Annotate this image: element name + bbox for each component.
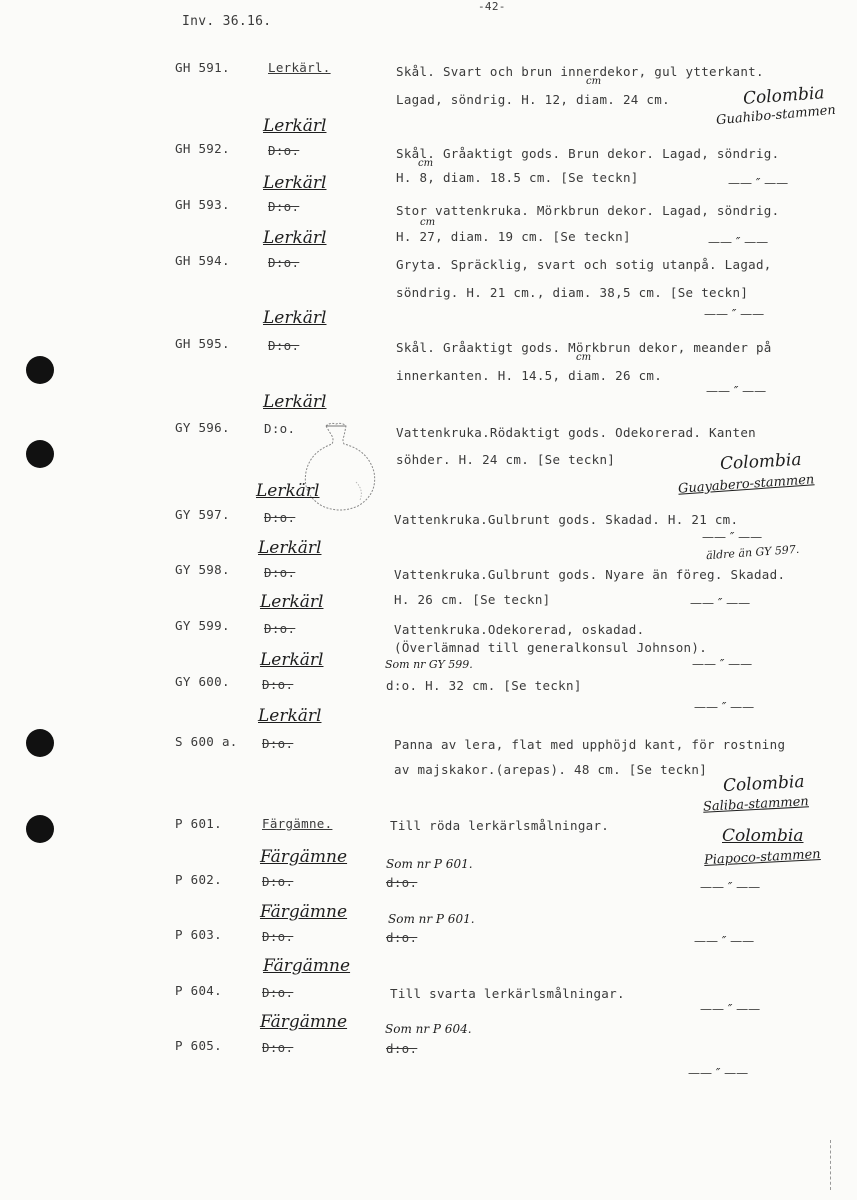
entry-description: Lagad, söndrig. H. 12, diam. 24 cm. — [396, 92, 670, 107]
entry-description: Vattenkruka.Odekorerad, oskadad. — [394, 622, 645, 637]
handwritten-note: äldre än GY 597. — [705, 542, 800, 563]
handwritten-country: Colombia — [722, 826, 804, 846]
ditto-mark: —— ″ —— — [688, 1066, 749, 1080]
ditto-mark: —— ″ —— — [692, 657, 753, 671]
handwritten-cm: cm — [576, 352, 592, 363]
entry-description: H. 26 cm. [Se teckn] — [394, 592, 551, 607]
ditto-mark: —— ″ —— — [694, 934, 755, 948]
handwritten-note: Som nr P 601. — [388, 912, 475, 926]
entry-type: D:o. — [264, 421, 296, 436]
entry-number: GH 592. — [175, 141, 230, 156]
entry-number: GH 591. — [175, 60, 230, 75]
entry-number: GH 595. — [175, 336, 230, 351]
entry-description: d:o. — [386, 930, 418, 945]
entry-type: Färgämne. — [262, 816, 333, 831]
punch-hole — [26, 440, 54, 468]
entry-type: D:o. — [268, 255, 300, 270]
entry-description: Skål. Gråaktigt gods. Brun dekor. Lagad, söndrig. — [396, 146, 780, 161]
entry-type: D:o. — [268, 338, 300, 353]
ditto-mark: —— ″ —— — [700, 1002, 761, 1016]
entry-description: d:o. H. 32 cm. [Se teckn] — [386, 678, 582, 693]
entry-description: av majskakor.(arepas). 48 cm. [Se teckn] — [394, 762, 708, 777]
handwritten-country: Colombia — [742, 83, 826, 109]
handwritten-tribe: Saliba-stammen — [702, 794, 810, 815]
entry-description: Till svarta lerkärlsmålningar. — [390, 986, 625, 1001]
handwritten-type: Färgämne — [260, 847, 348, 867]
handwritten-type: Färgämne — [260, 902, 348, 922]
entry-type: D:o. — [262, 677, 294, 692]
handwritten-type: Lerkärl — [263, 308, 327, 328]
entry-description: innerkanten. H. 14.5, diam. 26 cm. — [396, 368, 663, 383]
ditto-mark: —— ″ —— — [700, 880, 761, 894]
entry-description: Stor vattenkruka. Mörkbrun dekor. Lagad, söndrig. — [396, 203, 780, 218]
inventory-number: Inv. 36.16. — [182, 14, 272, 29]
handwritten-note: Som nr GY 599. — [385, 658, 473, 671]
entry-description: H. 8, diam. 18.5 cm. [Se teckn] — [396, 170, 639, 185]
entry-description: Vattenkruka.Gulbrunt gods. Skadad. H. 21 cm. — [394, 512, 739, 527]
entry-description: H. 27, diam. 19 cm. [Se teckn] — [396, 229, 631, 244]
entry-number: GY 600. — [175, 674, 230, 689]
handwritten-tribe: Guayabero-stammen — [677, 472, 815, 497]
handwritten-country: Colombia — [719, 449, 802, 475]
handwritten-note: Som nr P 601. — [386, 857, 473, 871]
handwritten-note: Som nr P 604. — [385, 1022, 472, 1036]
entry-number: GY 597. — [175, 507, 230, 522]
entry-number: P 602. — [175, 872, 222, 887]
handwritten-type: Lerkärl — [263, 392, 327, 412]
entry-description: söndrig. H. 21 cm., diam. 38,5 cm. [Se teckn] — [396, 285, 749, 300]
entry-number: P 604. — [175, 983, 222, 998]
ditto-mark: —— ″ —— — [728, 176, 789, 190]
entry-description: d:o. — [386, 875, 418, 890]
entry-type: D:o. — [262, 929, 294, 944]
entry-description: d:o. — [386, 1041, 418, 1056]
entry-number: P 603. — [175, 927, 222, 942]
handwritten-cm: cm — [586, 76, 602, 87]
handwritten-type: Lerkärl — [263, 228, 327, 248]
handwritten-type: Färgämne — [260, 1012, 348, 1032]
ditto-mark: —— ″ —— — [704, 307, 765, 321]
entry-type: D:o. — [262, 874, 294, 889]
entry-description: Gryta. Spräcklig, svart och sotig utanpå. Lagad, — [396, 257, 772, 272]
entry-number: GY 599. — [175, 618, 230, 633]
handwritten-type: Lerkärl — [260, 592, 324, 612]
handwritten-cm: cm — [418, 158, 434, 169]
entry-description: Skål. Svart och brun innerdekor, gul ytterkant. — [396, 64, 764, 79]
entry-number: GH 593. — [175, 197, 230, 212]
entry-description: Vattenkruka.Gulbrunt gods. Nyare än föreg. Skadad. — [394, 567, 786, 582]
entry-description: Skål. Gråaktigt gods. Mörkbrun dekor, meander på — [396, 340, 772, 355]
handwritten-type: Lerkärl — [258, 538, 322, 558]
punch-hole — [26, 729, 54, 757]
entry-type: D:o. — [264, 565, 296, 580]
entry-type: Lerkärl. — [268, 60, 331, 75]
entry-number: S 600 a. — [175, 734, 238, 749]
punch-hole — [26, 356, 54, 384]
entry-description: Vattenkruka.Rödaktigt gods. Odekorerad. Kanten — [396, 425, 756, 440]
ditto-mark: —— ″ —— — [690, 596, 751, 610]
entry-type: D:o. — [262, 1040, 294, 1055]
handwritten-type: Lerkärl — [263, 173, 327, 193]
handwritten-type: Lerkärl — [256, 481, 320, 501]
entry-description: (Överlämnad till generalkonsul Johnson). — [394, 640, 708, 655]
entry-type: D:o. — [264, 621, 296, 636]
entry-description: Panna av lera, flat med upphöjd kant, för rostning — [394, 737, 786, 752]
handwritten-country: Colombia — [722, 771, 805, 797]
ditto-mark: —— ″ —— — [706, 384, 767, 398]
entry-type: D:o. — [262, 985, 294, 1000]
entry-number: GH 594. — [175, 253, 230, 268]
handwritten-tribe: Piapoco-stammen — [703, 846, 821, 869]
entry-type: D:o. — [262, 736, 294, 751]
margin-mark — [830, 1140, 832, 1190]
entry-description: Till röda lerkärlsmålningar. — [390, 818, 610, 833]
handwritten-cm: cm — [420, 217, 436, 228]
entry-type: D:o. — [268, 199, 300, 214]
handwritten-tribe: Guahibo-stammen — [715, 102, 837, 129]
ditto-mark: —— ″ —— — [702, 530, 763, 544]
entry-description: söhder. H. 24 cm. [Se teckn] — [396, 452, 616, 467]
page-number: -42- — [478, 0, 506, 13]
handwritten-type: Färgämne — [263, 956, 351, 976]
punch-hole — [26, 815, 54, 843]
entry-type: D:o. — [264, 510, 296, 525]
handwritten-type: Lerkärl — [260, 650, 324, 670]
entry-number: GY 596. — [175, 420, 230, 435]
vessel-sketch-icon — [296, 420, 382, 516]
entry-number: P 601. — [175, 816, 222, 831]
entry-type: D:o. — [268, 143, 300, 158]
handwritten-type: Lerkärl — [258, 706, 322, 726]
entry-number: P 605. — [175, 1038, 222, 1053]
ditto-mark: —— ″ —— — [708, 235, 769, 249]
handwritten-type: Lerkärl — [263, 116, 327, 136]
ditto-mark: —— ″ —— — [694, 700, 755, 714]
entry-number: GY 598. — [175, 562, 230, 577]
